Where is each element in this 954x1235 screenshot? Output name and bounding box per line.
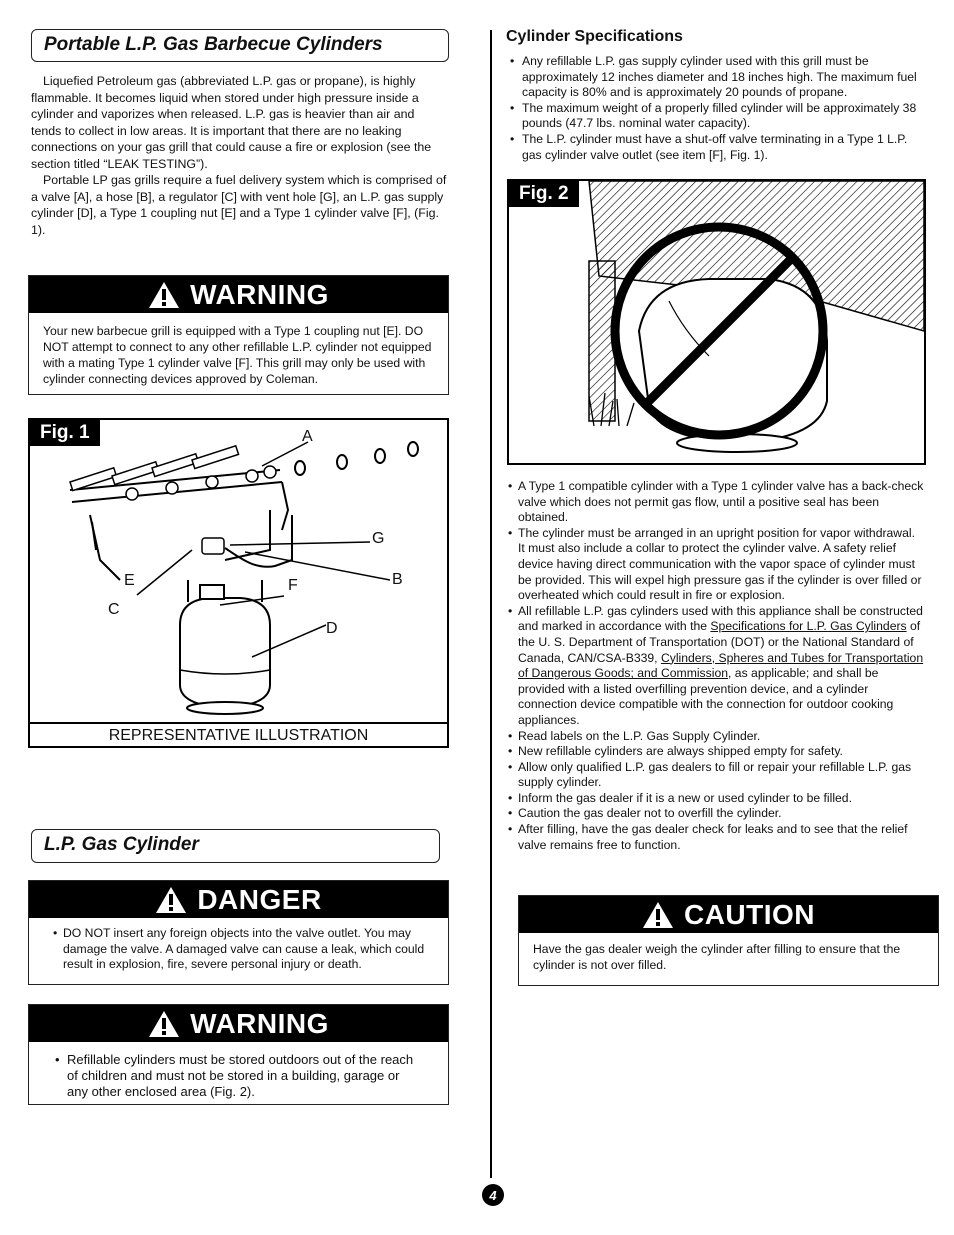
list-item: • The cylinder must be arranged in an upright position for vapor withdrawal. It must also include a collar to protect the cylinder valve. A safety relief device having direct communication with the vapor space of cylinder must be provided. This will expel high pressure gas if the cylinder is over filled or overheated which could result in fire or explosion. xyxy=(506,526,924,604)
warning-triangle-icon xyxy=(148,281,180,309)
cylinder-specifications-title: Cylinder Specifications xyxy=(506,28,683,45)
spec-item: • Any refillable L.P. gas supply cylinder used with this grill must be approximately 12 inches diameter and 18 inches high. The maximum fuel capacity is 80% and is approximately 20 pounds of propane. xyxy=(506,54,918,101)
danger-title: DANGER xyxy=(197,883,322,915)
label-g: G xyxy=(372,530,385,547)
text-run: of the U. S. Department of Transportation (DOT) or the National Standard of Canada, CAN/CSA-B339, xyxy=(518,619,921,665)
caution-text: Have the gas dealer weigh the cylinder after filling to ensure that the cylinder is not over filled. xyxy=(533,942,901,972)
list-item: • Caution the gas dealer not to overfill the cylinder. xyxy=(506,806,924,822)
column-divider xyxy=(490,30,492,1178)
label-e: E xyxy=(124,572,135,589)
figure-1-tag: Fig. 1 xyxy=(30,420,100,446)
underlined-text: Specifications for L.P. Gas Cylinders xyxy=(710,619,907,634)
text-run: All refillable L.P. gas cylinders used with this appliance shall be constructed and marked in accordance with the xyxy=(518,603,923,634)
warning-banner xyxy=(29,276,448,313)
warning-text: • Refillable cylinders must be stored outdoors out of the reach of children and must not be stored in a building, garage or any other enclosed area (Fig. 2). xyxy=(51,1052,418,1100)
figure-2 xyxy=(507,179,926,465)
list-item-standards xyxy=(506,604,924,729)
label-b: B xyxy=(392,571,403,588)
danger-list xyxy=(29,918,448,973)
danger-banner xyxy=(29,881,448,918)
caution-box xyxy=(518,895,939,986)
section-title-portable-cylinders: Portable L.P. Gas Barbecue Cylinders xyxy=(31,29,449,62)
figure-1-caption: REPRESENTATIVE ILLUSTRATION xyxy=(30,722,447,748)
warning-triangle-icon xyxy=(148,1010,180,1038)
requirements-list xyxy=(506,479,924,853)
intro-paragraph-1: Liquefied Petroleum gas (abbreviated L.P. gas or propane), is highly flammable. It becomes liquid when stored under high pressure inside a cylinder and vaporizes when released. L.P. gas is heavier than air and tends to collect in low areas. It is important that there are no leaking connections on your gas grill that could cause a fire or explosion (see the section titled “LEAK TESTING”). xyxy=(31,74,432,171)
page-number: 4 xyxy=(482,1184,504,1206)
spec-item: • The L.P. cylinder must have a shut-off valve terminating in a Type 1 L.P. gas cylinder valve outlet (see item [F], Fig. 1). xyxy=(506,132,918,163)
warning-title: WARNING xyxy=(190,278,329,310)
grill-fuel-system-illustration xyxy=(30,420,447,725)
danger-text: • DO NOT insert any foreign objects into the valve outlet. You may damage the valve. A damaged valve can cause a leak, which could result in explosion, fire, severe personal injury or death. xyxy=(51,926,434,973)
label-f: F xyxy=(288,577,298,594)
danger-box xyxy=(28,880,449,985)
label-d: D xyxy=(326,620,338,637)
warning-text: Your new barbecue grill is equipped with a Type 1 coupling nut [E]. DO NOT attempt to connect to any other refillable L.P. cylinder not equipped with a mating Type 1 cylinder valve [F]. This grill may only be used with cylinder connecting devices approved by Coleman. xyxy=(43,324,432,386)
warning-triangle-icon xyxy=(642,901,674,929)
list-item: • Allow only qualified L.P. gas dealers to fill or repair your refillable L.P. gas supply cylinder. xyxy=(506,760,924,791)
spec-list xyxy=(506,54,918,163)
warning-triangle-icon xyxy=(155,886,187,914)
cylinder-indoor-prohibited-illustration xyxy=(509,181,924,463)
warning-banner xyxy=(29,1005,448,1042)
figure-1 xyxy=(28,418,449,748)
list-item: • Inform the gas dealer if it is a new or used cylinder to be filled. xyxy=(506,791,924,807)
list-item: • New refillable cylinders are always shipped empty for safety. xyxy=(506,744,924,760)
list-item: • Read labels on the L.P. Gas Supply Cylinder. xyxy=(506,729,924,745)
list-item: • After filling, have the gas dealer check for leaks and to see that the relief valve remains free to function. xyxy=(506,822,924,853)
warning-box-coupling-nut xyxy=(28,275,449,395)
warning-box-storage xyxy=(28,1004,449,1105)
label-a: A xyxy=(302,428,313,445)
underlined-text: Cylinders, Spheres and Tubes for Transportation of Dangerous Goods; and Commission xyxy=(518,650,924,681)
figure-2-tag: Fig. 2 xyxy=(509,181,579,207)
spec-item: • The maximum weight of a properly filled cylinder will be approximately 38 pounds (47.7 lbs. nominal water capacity). xyxy=(506,101,918,132)
section-title-lp-gas-cylinder: L.P. Gas Cylinder xyxy=(31,829,440,863)
intro-text xyxy=(31,73,447,238)
warning-list xyxy=(29,1042,448,1100)
label-c: C xyxy=(108,601,120,618)
warning-title: WARNING xyxy=(190,1007,329,1039)
intro-paragraph-2: Portable LP gas grills require a fuel delivery system which is comprised of a valve [A], a hose [B], a regulator [C] with vent hole [G], an L.P. gas supply cylinder [D], a Type 1 coupling nut [E] and a Type 1 cylinder valve [F], (Fig. 1). xyxy=(31,173,447,237)
caution-banner xyxy=(519,896,938,933)
text-run: , as applicable; and shall be provided with a listed overfilling prevention device, and a cylinder connection device compatible with the connection for outdoor cooking appliances. xyxy=(518,666,894,727)
caution-title: CAUTION xyxy=(683,898,816,930)
list-item: • A Type 1 compatible cylinder with a Type 1 cylinder valve has a back-check valve which does not permit gas flow, until a positive seal has been obtained. xyxy=(506,479,924,526)
